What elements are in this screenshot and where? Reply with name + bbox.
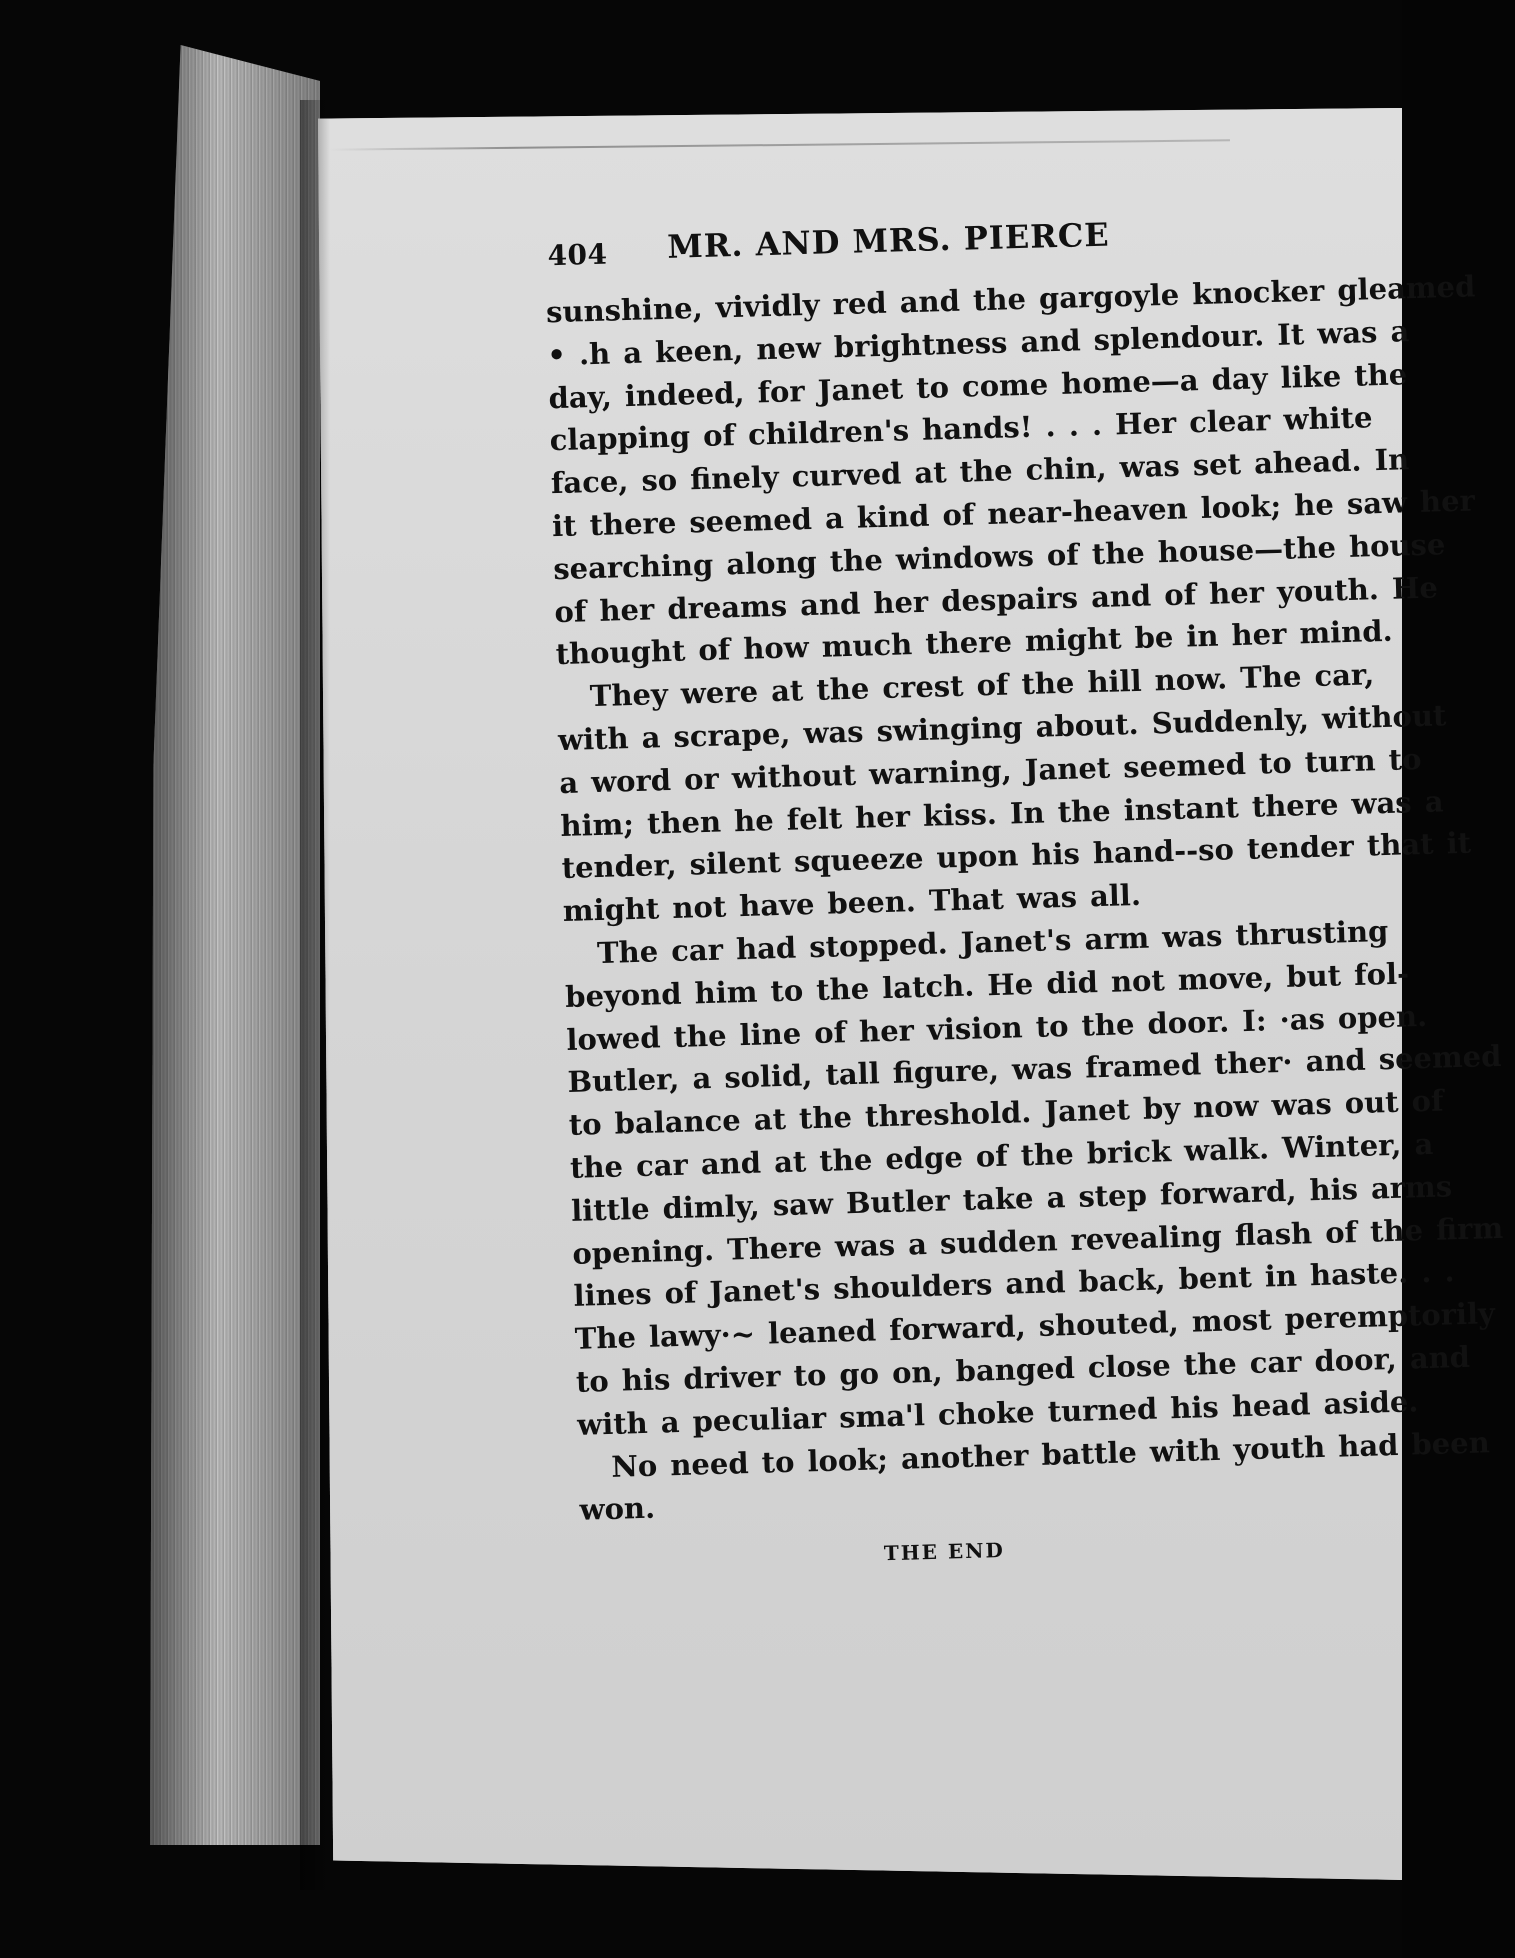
- text-line: thought of how much there might be in her mind.: [555, 614, 1394, 672]
- the-end-label: THE END: [883, 1538, 1006, 1566]
- page-number: 404: [547, 237, 608, 273]
- text-line: to balance at the threshold. Janet by now was out of: [568, 1083, 1444, 1143]
- text-line: The lawy·~ leaned forward, shouted, most peremptorily: [574, 1296, 1496, 1356]
- text-line: tender, silent squeeze upon his hand--so tender that it: [561, 826, 1472, 886]
- text-line: him; then he felt her kiss. In the instant there was a: [560, 783, 1444, 843]
- text-line: The car had stopped. Janet's arm was thrusting: [596, 913, 1389, 971]
- text-line: of her dreams and her despairs and of her youth. He: [554, 570, 1439, 629]
- text-line: sunshine, vividly red and the gargoyle knocker gleamed: [545, 269, 1476, 330]
- text-line: it there seemed a kind of near-heaven look; he saw her: [551, 483, 1476, 544]
- text-line: with a scrape, was swinging about. Suddenly, without: [557, 698, 1447, 758]
- text-line: a word or without warning, Janet seemed to turn to: [558, 741, 1422, 800]
- text-line: lines of Janet's shoulders and back, bent in haste. . .: [573, 1254, 1455, 1314]
- page-top-rule: [330, 139, 1230, 150]
- text-line: with a peculiar sma'l choke turned his head aside.: [576, 1384, 1419, 1442]
- text-line: searching along the windows of the house—the house: [552, 527, 1446, 586]
- text-line: opening. There was a sudden revealing flash of the firm: [571, 1210, 1504, 1271]
- text-line: Butler, a solid, tall figure, was framed ther· and seemed: [567, 1039, 1502, 1100]
- text-line: to his driver to go on, banged close the car door, and: [575, 1339, 1471, 1399]
- text-line: No need to look; another battle with youth had been: [610, 1424, 1491, 1484]
- text-line: lowed the line of her vision to the door. I: ·as open.: [565, 998, 1428, 1057]
- text-line: • .h a keen, new brightness and splendour. It was a: [546, 313, 1410, 373]
- running-title: MR. AND MRS. PIERCE: [666, 215, 1111, 266]
- text-line: day, indeed, for Janet to come home—a day like the: [548, 356, 1408, 415]
- body-text: [234, 267, 1504, 1541]
- page-text-block: [232, 207, 1504, 1583]
- text-line: They were at the crest of the hill now. The car,: [589, 657, 1375, 714]
- text-line: might not have been. That was all.: [562, 878, 1142, 929]
- text-line: clapping of children's hands! . . . Her clear white: [549, 400, 1373, 458]
- text-line: face, so finely curved at the chin, was set ahead. In: [550, 442, 1410, 501]
- text-line: won.: [579, 1491, 656, 1528]
- text-line: little dimly, saw Butler take a step forward, his arms: [570, 1169, 1453, 1228]
- text-line: the car and at the edge of the brick walk. Winter, a: [569, 1126, 1434, 1185]
- text-line: beyond him to the latch. He did not move, but fol-: [564, 956, 1410, 1014]
